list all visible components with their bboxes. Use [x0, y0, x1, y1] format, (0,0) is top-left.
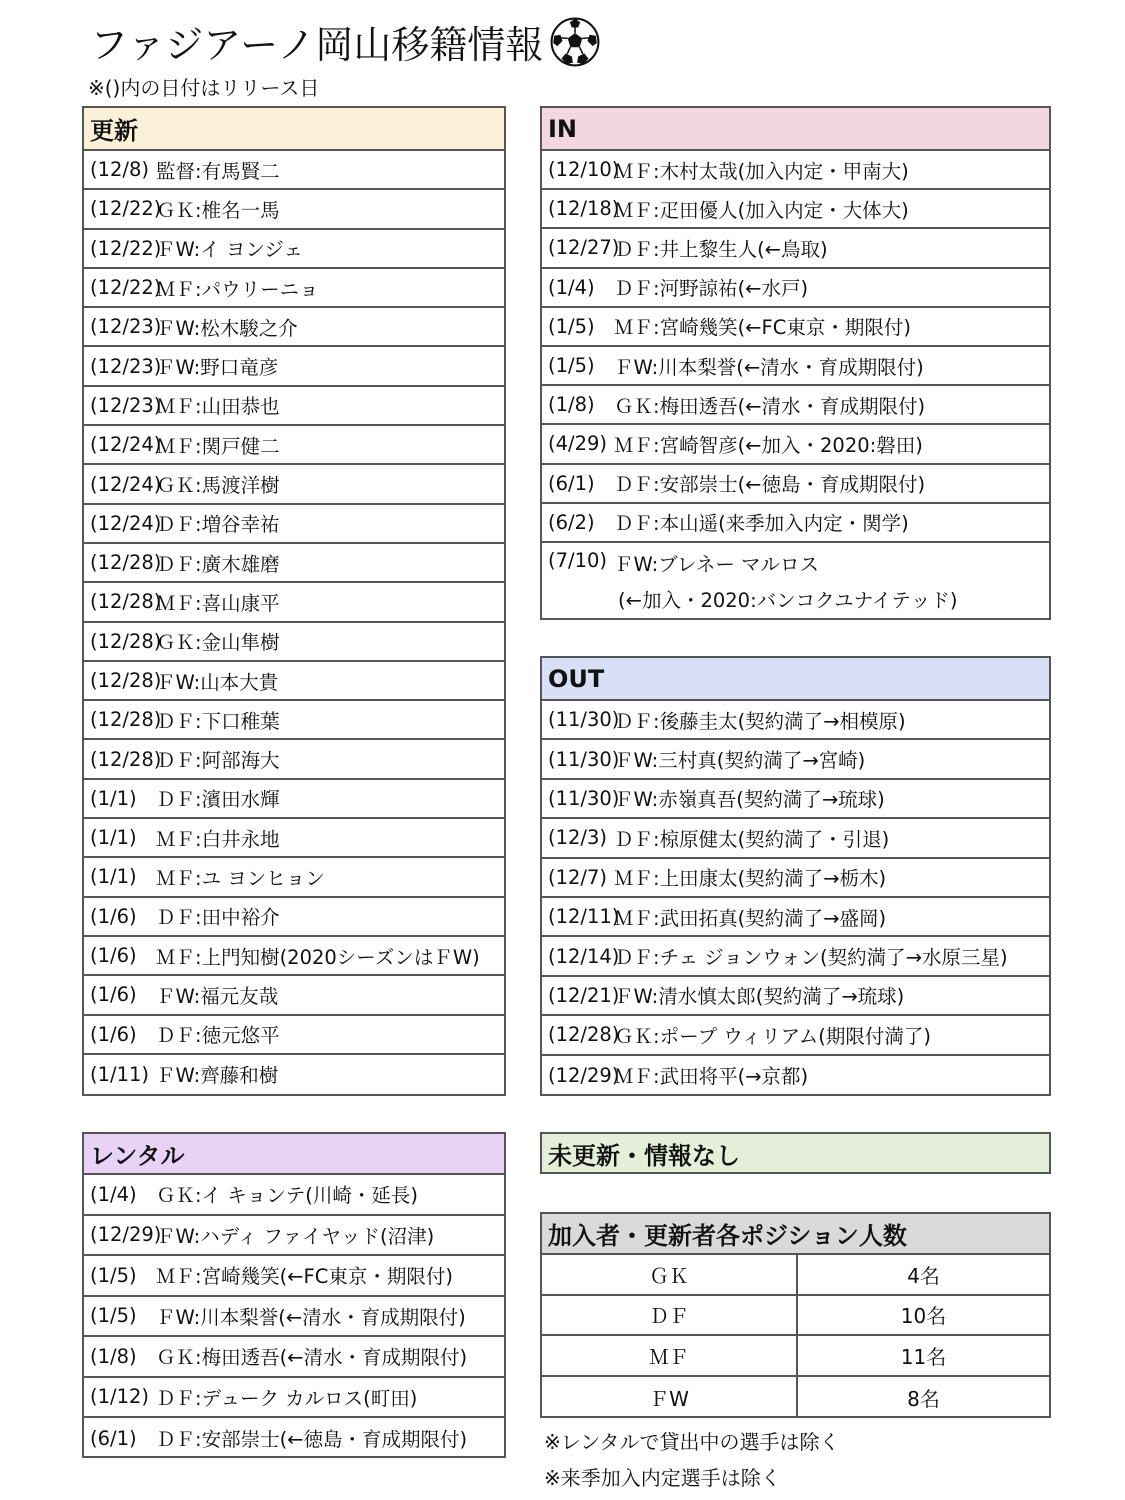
list-item	[84, 269, 504, 308]
count-cell: 4名	[907, 1263, 940, 1288]
footnote-prospect: ※来季加入内定選手は除く	[544, 1466, 781, 1490]
player-entry: ＭＦ:関戸健二	[156, 434, 280, 458]
release-date: (1/5)	[90, 1304, 137, 1328]
release-date: (1/1)	[90, 786, 137, 810]
release-date: (12/24)	[90, 433, 162, 457]
release-date: (4/29)	[548, 432, 608, 456]
footnote-rental: ※レンタルで貸出中の選手は除く	[544, 1430, 840, 1454]
player-entry: ＦW:松木駿之介	[156, 316, 298, 340]
out-list	[542, 701, 1049, 1095]
list-item	[84, 1216, 504, 1257]
player-entry: ＦW:三村真(契約満了→宮崎)	[614, 749, 866, 773]
table-row	[542, 1336, 1049, 1377]
list-item	[84, 1378, 504, 1419]
position-cell: ＧＫ	[542, 1255, 798, 1294]
out-header: OUT	[542, 658, 1049, 701]
release-date: (12/21)	[548, 983, 620, 1007]
release-date: (12/29)	[548, 1063, 620, 1087]
player-entry: ＭＦ:白井永地	[156, 827, 280, 851]
player-entry: ＤＦ:椋原健太(契約満了・引退)	[614, 827, 890, 851]
list-item	[542, 1016, 1049, 1055]
list-item	[542, 859, 1049, 898]
list-item	[84, 976, 504, 1015]
player-entry: ＭＦ:宮崎智彦(←加入・2020:磐田)	[614, 433, 923, 457]
player-entry: ＭＦ:山田恭也	[156, 395, 280, 419]
list-item	[542, 543, 1049, 619]
list-item	[542, 425, 1049, 464]
player-entry: ＦW:ブレネー マルロス	[614, 552, 820, 576]
list-item	[84, 505, 504, 544]
player-entry: ＦW:川本梨誉(←清水・育成期限付)	[156, 1305, 466, 1329]
player-entry: ＤＦ:安部崇士(←徳島・育成期限付)	[614, 473, 926, 497]
list-item	[84, 465, 504, 504]
player-entry: ＦW:川本梨誉(←清水・育成期限付)	[614, 355, 924, 379]
list-item	[542, 347, 1049, 386]
list-item	[84, 387, 504, 426]
release-date: (12/28)	[90, 747, 162, 771]
player-entry: ＧＫ:ポープ ウィリアム(期限付満了)	[614, 1024, 931, 1048]
release-date: (12/23)	[90, 393, 162, 417]
player-entry: ＭＦ:武田将平(→京都)	[614, 1065, 809, 1089]
list-item	[84, 1337, 504, 1378]
release-date-note: ※()内の日付はリリース日	[88, 76, 320, 100]
release-date: (12/27)	[548, 236, 620, 260]
release-date: (1/12)	[90, 1385, 150, 1409]
player-entry: ＤＦ:後藤圭太(契約満了→相模原)	[614, 709, 906, 733]
release-date: (12/10)	[548, 158, 620, 182]
in-list	[542, 151, 1049, 619]
player-entry: ＤＦ:廣木雄磨	[156, 552, 280, 576]
list-item	[84, 1016, 504, 1055]
in-header: IN	[542, 108, 1049, 151]
release-date: (1/1)	[90, 865, 137, 889]
player-entry: ＧＫ:金山隼樹	[156, 631, 280, 655]
list-item	[84, 1055, 504, 1094]
release-date: (12/24)	[90, 472, 162, 496]
player-entry: ＦW:清水慎太郎(契約満了→琉球)	[614, 985, 905, 1009]
player-entry: ＤＦ:デューク カルロス(町田)	[156, 1386, 418, 1410]
player-entry: ＤＦ:徳元悠平	[156, 1024, 280, 1048]
player-entry: ＭＦ:ユ ヨンヒョン	[156, 866, 325, 890]
list-item	[542, 465, 1049, 504]
list-item	[84, 937, 504, 976]
list-item	[84, 1256, 504, 1297]
player-entry: ＤＦ:本山遥(来季加入内定・関学)	[614, 512, 909, 536]
release-date: (11/30)	[548, 708, 620, 732]
player-entry: ＭＦ:パウリーニョ	[156, 277, 319, 301]
list-item	[84, 544, 504, 583]
count-cell: 10名	[900, 1304, 947, 1329]
release-date: (12/22)	[90, 276, 162, 300]
update-list	[84, 151, 504, 1094]
list-item	[542, 780, 1049, 819]
not-updated-header: 未更新・情報なし	[542, 1134, 1049, 1172]
list-item	[84, 623, 504, 662]
list-item	[84, 426, 504, 465]
list-item	[84, 1297, 504, 1338]
out-panel	[540, 656, 1051, 1096]
position-count-header: 加入者・更新者各ポジション人数	[542, 1214, 1049, 1255]
list-item	[84, 819, 504, 858]
list-item	[84, 740, 504, 779]
player-entry: ＭＦ:宮崎幾笑(←FC東京・期限付)	[614, 316, 911, 340]
release-date: (6/1)	[548, 471, 595, 495]
position-cell: ＦW	[542, 1377, 798, 1418]
player-entry: ＭＦ:木村太哉(加入内定・甲南大)	[614, 159, 909, 183]
list-item	[84, 230, 504, 269]
release-date: (12/29)	[90, 1223, 162, 1247]
release-date: (12/23)	[90, 315, 162, 339]
player-entry: ＦW:福元友哉	[156, 984, 279, 1008]
list-item	[84, 858, 504, 897]
player-entry: ＭＦ:宮崎幾笑(←FC東京・期限付)	[156, 1265, 453, 1289]
release-date: (12/28)	[90, 590, 162, 614]
release-date: (12/28)	[90, 669, 162, 692]
player-entry: ＧＫ:馬渡洋樹	[156, 474, 280, 498]
player-entry: ＤＦ:田中裕介	[156, 906, 280, 930]
list-item	[84, 151, 504, 190]
list-item	[84, 701, 504, 740]
position-cell: ＭＦ	[542, 1336, 798, 1375]
list-item	[84, 662, 504, 701]
table-row	[542, 1377, 1049, 1418]
rental-panel	[82, 1132, 506, 1458]
list-item	[84, 347, 504, 386]
release-date: (1/8)	[90, 1344, 137, 1368]
player-entry: ＤＦ:井上黎生人(←鳥取)	[614, 237, 828, 261]
list-item	[542, 819, 1049, 858]
release-date: (1/4)	[90, 1182, 137, 1206]
position-count-table	[540, 1212, 1051, 1418]
not-updated-panel	[540, 1132, 1051, 1174]
player-entry: ＤＦ:増谷幸祐	[156, 513, 280, 537]
list-item	[84, 1175, 504, 1216]
list-item	[542, 190, 1049, 229]
table-row	[542, 1296, 1049, 1337]
player-entry: ＭＦ:喜山康平	[156, 591, 280, 615]
release-date: (11/30)	[548, 786, 620, 810]
release-date: (12/28)	[90, 551, 162, 575]
player-entry: ＧＫ:椎名一馬	[156, 198, 280, 222]
release-date: (7/10)	[548, 548, 608, 572]
player-entry: ＦW:イ ヨンジェ	[156, 238, 304, 262]
player-entry: ＦW:野口竜彦	[156, 356, 279, 380]
release-date: (12/11)	[548, 905, 620, 929]
player-entry: ＦW:齊藤和樹	[156, 1064, 279, 1088]
player-entry: ＦW:赤嶺真吾(契約満了→琉球)	[614, 788, 885, 812]
list-item	[542, 977, 1049, 1016]
update-panel	[82, 106, 506, 1096]
release-date: (12/7)	[548, 865, 608, 889]
list-item	[84, 780, 504, 819]
list-item	[542, 937, 1049, 976]
position-cell: ＤＦ	[542, 1296, 798, 1335]
player-entry: ＭＦ:上門知樹(2020シーズンはＦW)	[156, 945, 480, 969]
count-cell: 8名	[907, 1386, 940, 1411]
player-entry: ＭＦ:上田康太(契約満了→栃木)	[614, 867, 887, 891]
player-entry: ＧＫ:梅田透吾(←清水・育成期限付)	[614, 394, 926, 418]
list-item	[542, 386, 1049, 425]
release-date: (12/3)	[548, 826, 608, 850]
page-title-text: ファジアーノ岡山移籍情報	[90, 23, 544, 67]
list-item	[542, 740, 1049, 779]
player-entry: ＤＦ:安部崇士(←徳島・育成期限付)	[156, 1428, 468, 1452]
release-date: (12/28)	[90, 708, 162, 732]
list-item	[84, 898, 504, 937]
player-entry: ＦW:山本大貴	[156, 670, 279, 694]
player-entry: ＧＫ:イ キョンテ(川崎・延長)	[156, 1184, 418, 1208]
player-entry: ＤＦ:濱田水輝	[156, 788, 280, 812]
list-item	[542, 701, 1049, 740]
player-entry: ＭＦ:武田拓真(契約満了→盛岡)	[614, 906, 887, 930]
player-entry: ＤＦ:阿部海大	[156, 749, 280, 773]
in-panel	[540, 106, 1051, 620]
page-title	[90, 14, 601, 69]
release-date: (1/4)	[548, 275, 595, 299]
release-date: (1/8)	[548, 393, 595, 417]
player-entry: ＤＦ:チェ ジョンウォン(契約満了→水原三星)	[614, 946, 1008, 970]
release-date: (1/1)	[90, 826, 137, 850]
list-item	[542, 308, 1049, 347]
list-item	[84, 190, 504, 229]
release-date: (1/5)	[90, 1263, 137, 1287]
list-item	[84, 1418, 504, 1459]
release-date: (6/1)	[90, 1426, 137, 1450]
player-entry: ＭＦ:疋田優人(加入内定・大体大)	[614, 198, 909, 222]
player-entry: ＧＫ:梅田透吾(←清水・育成期限付)	[156, 1346, 468, 1370]
release-date: (12/23)	[90, 354, 162, 378]
release-date: (1/6)	[90, 1022, 137, 1046]
list-item	[542, 269, 1049, 308]
release-date: (6/2)	[548, 510, 595, 534]
player-entry: ＤＦ:下口稚葉	[156, 709, 280, 733]
release-date: (1/11)	[90, 1062, 150, 1086]
list-item	[542, 151, 1049, 190]
release-date: (1/6)	[90, 944, 137, 968]
release-date: (12/22)	[90, 197, 162, 221]
release-date: (12/24)	[90, 511, 162, 535]
rental-header: レンタル	[84, 1134, 504, 1175]
release-date: (1/6)	[90, 904, 137, 928]
player-entry: ＦW:ハディ ファイヤッド(沼津)	[156, 1224, 435, 1248]
release-date: (12/14)	[548, 944, 620, 968]
list-item	[542, 229, 1049, 268]
soccer-ball-icon	[549, 16, 601, 68]
release-date: (12/22)	[90, 236, 162, 260]
list-item	[542, 898, 1049, 937]
release-date: (12/28)	[90, 629, 162, 653]
release-date: (11/30)	[548, 747, 620, 771]
release-date: (12/28)	[548, 1023, 620, 1047]
list-item	[542, 1056, 1049, 1095]
count-cell: 11名	[900, 1344, 947, 1369]
list-item	[542, 504, 1049, 543]
release-date: (1/5)	[548, 314, 595, 338]
player-entry: 監督:有馬賢二	[156, 159, 280, 183]
player-entry-detail: (←加入・2020:バンコクユナイテッド)	[618, 588, 958, 612]
list-item	[84, 308, 504, 347]
position-count-rows	[542, 1255, 1049, 1417]
release-date: (1/5)	[548, 354, 595, 378]
release-date: (12/18)	[548, 197, 620, 221]
table-row	[542, 1255, 1049, 1296]
list-item	[84, 583, 504, 622]
player-entry: ＤＦ:河野諒祐(←水戸)	[614, 277, 809, 301]
rental-list	[84, 1175, 504, 1459]
release-date: (12/8)	[90, 158, 150, 182]
release-date: (1/6)	[90, 983, 137, 1007]
update-header: 更新	[84, 108, 504, 151]
